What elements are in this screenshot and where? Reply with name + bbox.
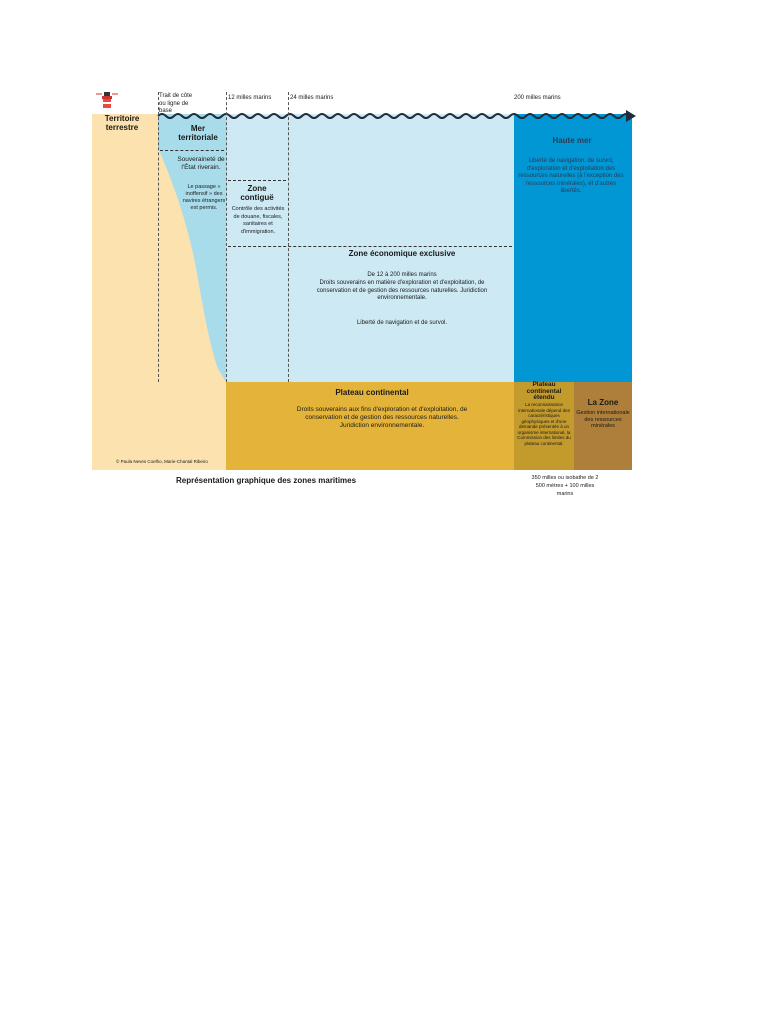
bottom-note: 350 milles ou isobathe de 2 500 mètres + 100 milles marins [531,475,599,497]
contiguous-zone-title: Zone contiguë [240,184,274,202]
contiguous-zone-text: Contrôle des activités de douane, fiscales, sanitaires et d'immigration. [231,206,285,235]
maritime-zones-diagram [92,84,644,497]
territorial-sea-title: Mer territoriale [178,124,218,142]
boundary-12-miles [226,92,227,382]
high-sea-text: Liberté de navigation, de survol, d'exploration et d'exploitation des ressources naturelles (à l'exception des ressources minérales), et d'autres libertés. [518,158,624,194]
label-200-miles: 200 milles marins [514,95,561,101]
label-12-miles: 12 milles marins [228,95,272,101]
eez-text-1: De 12 à 200 milles marins [367,272,437,278]
lighthouse-icon [96,90,118,110]
eez-extent-arrow [228,246,512,247]
boundary-24-miles [288,92,289,382]
plateau-extended-text: La reconnaissance internationale dépend des caractéristiques géophysiques et d'une demande présentée à un organisme international, la Commission des limites du plateau continental. [517,402,571,446]
label-24-miles: 24 milles marins [290,95,334,101]
territorial-sea-text-2: Le passage « inoffensif » des navires étrangers est permis. [182,184,226,211]
eez-text-2: Droits souverains en matière d'exploration et d'exploitation, de conservation et de gestion des ressources naturelles. Juridiction environnementale. [316,280,488,301]
label-baseline: Trait de côte ou ligne de base [159,93,193,114]
eez-title: Zone économique exclusive [348,249,456,258]
plateau-text: Droits souverains aux fins d'exploration et d'exploitation, de conservation et de gestion des ressources naturelles. Juridiction environnementale. [296,406,468,429]
high-sea-area [514,114,632,382]
la-zone-text: Gestion internationale des ressources minérales [576,410,630,429]
contiguous-extent-arrow [228,180,286,181]
territorial-extent-arrow [160,150,224,151]
baseline-boundary [158,92,159,382]
territorial-sea-text-1: Souveraineté de l'État riverain. [177,156,225,171]
high-sea-title: Haute mer [552,136,592,145]
land-title: Territoire terrestre [104,114,140,132]
eez-text-3: Liberté de navigation et de survol. [356,320,448,326]
plateau-title: Plateau continental [335,388,409,397]
plateau-extended-title: Plateau continental étendu [526,381,562,401]
image-credit: © Paula Neves Coelho, Marie-Chantal Ribeiro [116,459,208,464]
la-zone-title: La Zone [587,398,619,407]
diagram-caption: Représentation graphique des zones maritimes [176,476,357,485]
